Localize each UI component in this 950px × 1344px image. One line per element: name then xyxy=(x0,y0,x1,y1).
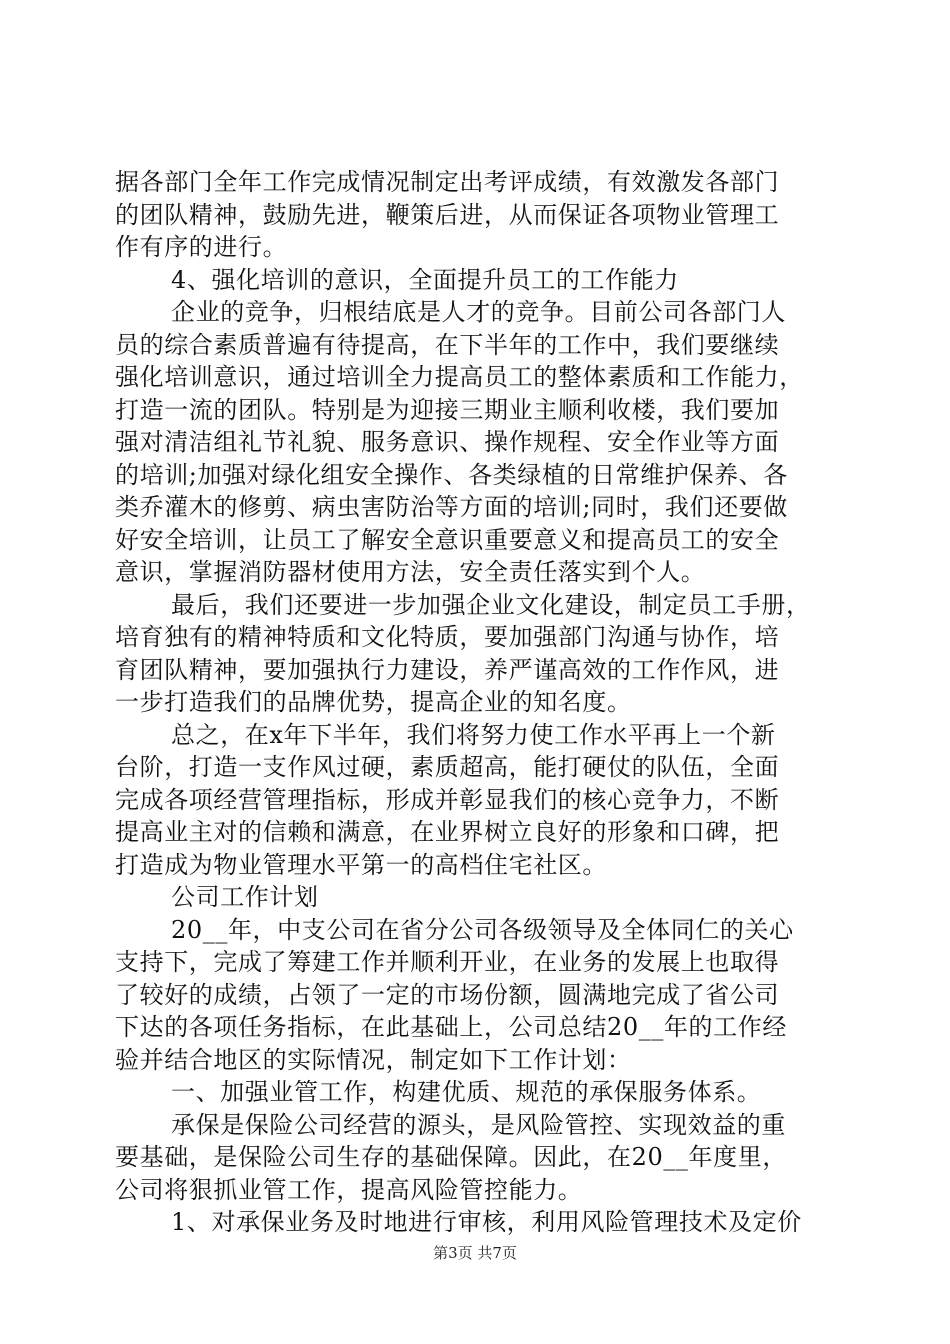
text-line: 台阶，打造一支作风过硬，素质超高，能打硬仗的队伍，全面 xyxy=(115,753,780,781)
document-body xyxy=(115,166,835,1239)
text-line: 完成各项经营管理指标，形成并彰显我们的核心竞争力，不断 xyxy=(115,785,780,814)
text-line: 了较好的成绩，占领了一定的市场份额，圆满地完成了省公司 xyxy=(115,980,780,1009)
text-line: 支持下，完成了筹建工作并顺利开业，在业务的发展上也取得 xyxy=(115,948,780,976)
text-line: 意识，掌握消防器材使用方法，安全责任落实到个人。 xyxy=(115,558,706,586)
page-footer: 第3页 共7页 xyxy=(433,1244,517,1262)
text-line: 打造一流的团队。特别是为迎接三期业主顺利收楼，我们要加 xyxy=(115,395,780,424)
text-line: 承保是保险公司经营的源头，是风险管控、实现效益的重 xyxy=(171,1110,786,1139)
text-line: 好安全培训，让员工了解安全意识重要意义和提高员工的安全 xyxy=(115,525,780,554)
text-line: 的团队精神，鼓励先进，鞭策后进，从而保证各项物业管理工 xyxy=(115,200,780,229)
text-line: 要基础，是保险公司生存的基础保障。因此，在20__年度里， xyxy=(115,1143,787,1171)
text-line: 的培训;加强对绿化组安全操作、各类绿植的日常维护保养、各 xyxy=(115,460,788,489)
text-line: 一、加强业管工作，构建优质、规范的承保服务体系。 xyxy=(171,1078,762,1106)
text-line: 作有序的进行。 xyxy=(115,233,288,261)
text-line: 企业的竞争，归根结底是人才的竞争。目前公司各部门人 xyxy=(171,298,786,326)
text-line: 员的综合素质普遍有待提高，在下半年的工作中，我们要继续 xyxy=(115,330,780,359)
text-line: 20__年，中支公司在省分公司各级领导及全体同仁的关心 xyxy=(171,915,794,944)
text-line: 验并结合地区的实际情况，制定如下工作计划： xyxy=(115,1045,632,1074)
text-line: 培育独有的精神特质和文化特质，要加强部门沟通与协作，培 xyxy=(115,623,780,651)
text-line: 强化培训意识，通过培训全力提高员工的整体素质和工作能力， xyxy=(115,363,804,391)
text-line: 据各部门全年工作完成情况制定出考评成绩，有效激发各部门 xyxy=(115,168,780,196)
text-line: 1、对承保业务及时地进行审核，利用风险管理技术及定价 xyxy=(171,1208,802,1236)
text-line: 下达的各项任务指标，在此基础上，公司总结20__年的工作经 xyxy=(115,1013,787,1041)
text-line: 育团队精神，要加强执行力建设，养严谨高效的工作作风，进 xyxy=(115,655,780,684)
text-line: 强对清洁组礼节礼貌、服务意识、操作规程、安全作业等方面 xyxy=(115,428,780,456)
text-line: 4、强化培训的意识，全面提升员工的工作能力 xyxy=(171,265,679,294)
text-line: 打造成为物业管理水平第一的高档住宅社区。 xyxy=(115,850,607,879)
text-line: 一步打造我们的品牌优势，提高企业的知名度。 xyxy=(115,688,632,716)
text-line: 提高业主对的信赖和满意，在业界树立良好的形象和口碑，把 xyxy=(115,818,780,846)
text-line: 总之，在x年下半年，我们将努力使工作水平再上一个新 xyxy=(171,720,776,749)
text-line: 公司工作计划 xyxy=(171,883,319,911)
text-line: 类乔灌木的修剪、病虫害防治等方面的培训;同时，我们还要做 xyxy=(115,493,788,521)
text-line: 公司将狠抓业管工作，提高风险管控能力。 xyxy=(115,1175,583,1204)
text-line: 最后，我们还要进一步加强企业文化建设，制定员工手册， xyxy=(171,590,811,619)
